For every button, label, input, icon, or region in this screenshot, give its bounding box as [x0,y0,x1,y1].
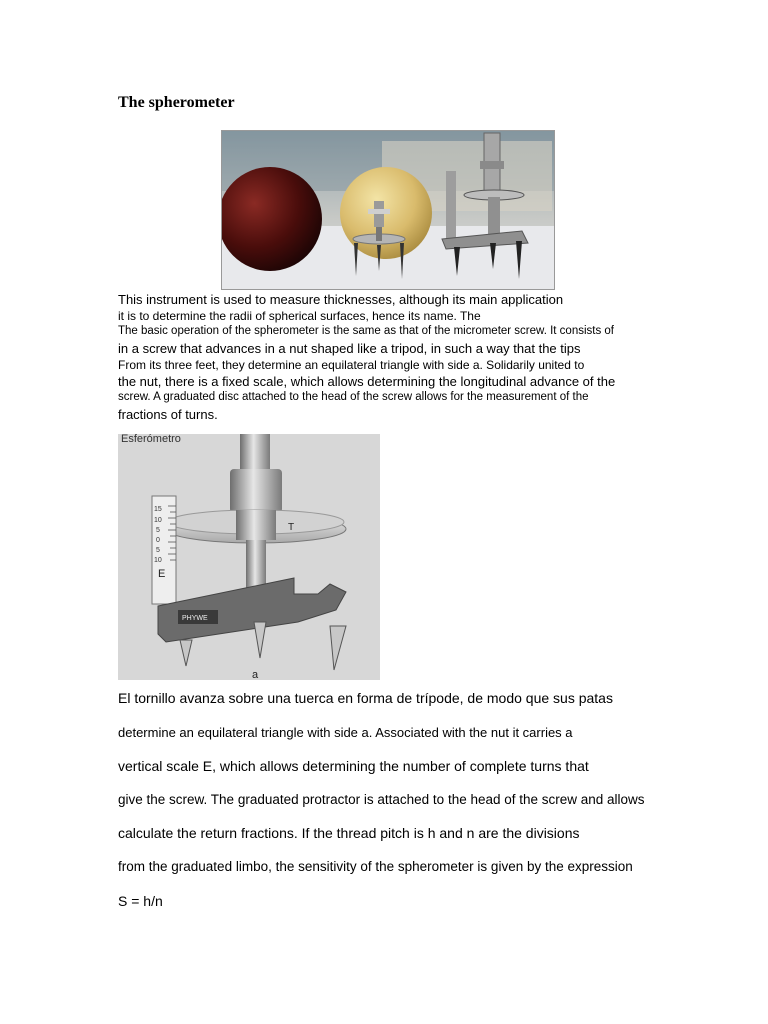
paragraph-line: This instrument is used to measure thicknesses, although its main application [118,292,564,307]
paragraph-line: screw. A graduated disc attached to the head of the screw allows for the measurement of the [118,391,589,403]
brand-label: PHYWE [182,615,208,622]
paragraph-line: from the graduated limbo, the sensitivity of the spherometer is given by the expression [118,859,633,874]
paragraph-line: in a screw that advances in a nut shaped like a tripod, in such a way that the tips [118,341,581,356]
paragraph-line: give the screw. The graduated protractor is attached to the head of the screw and allows [118,792,645,807]
base-label: a [252,669,259,680]
formula-line: S = h/n [118,893,163,909]
svg-text:10: 10 [154,517,162,524]
paragraph-line: The basic operation of the spherometer is the same as that of the micrometer screw. It consists of [118,325,615,337]
paragraph-line: determine an equilateral triangle with side a. Associated with the nut it carries a [118,725,573,740]
paragraph-line: From its three feet, they determine an equilateral triangle with side a. Solidarily united to [118,358,585,372]
paragraph-line: vertical scale E, which allows determining the number of complete turns that [118,758,589,774]
document-title: The spherometer [118,94,235,111]
disc-label: T [288,522,295,533]
paragraph-line: fractions of turns. [118,407,218,422]
svg-text:5: 5 [156,547,160,554]
spherometer-diagram-photo [118,434,380,680]
svg-text:15: 15 [154,506,162,513]
paragraph-line: it is to determine the radii of spherical surfaces, hence its name. The [118,309,481,323]
svg-text:0: 0 [156,537,160,544]
photo-caption: Esferómetro [121,434,181,445]
svg-text:10: 10 [154,557,162,564]
scale-label: E [158,568,166,580]
svg-text:5: 5 [156,527,160,534]
paragraph-line: the nut, there is a fixed scale, which allows determining the longitudinal advance of the [118,374,616,389]
paragraph-line: El tornillo avanza sobre una tuerca en forma de trípode, de modo que sus patas [118,690,613,706]
spherometer-photo [221,130,555,290]
paragraph-line: calculate the return fractions. If the thread pitch is h and n are the divisions [118,825,580,841]
